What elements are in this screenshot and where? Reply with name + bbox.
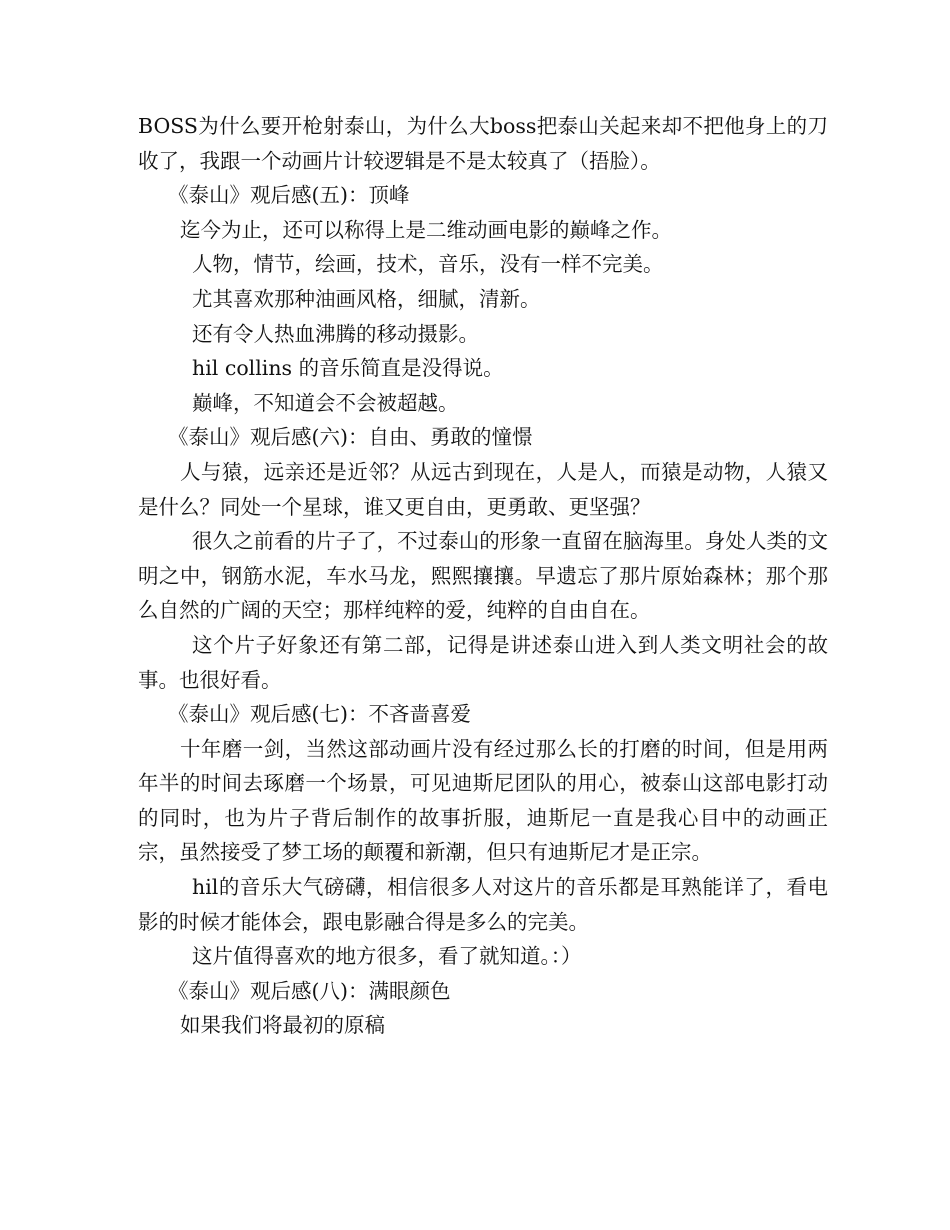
document-body [138, 109, 828, 1043]
paragraph-body: hil的音乐大气磅礴，相信很多人对这片的音乐都是耳熟能详了，看电影的时候才能体会，跟电影融合得是多么的完美。 [138, 875, 828, 934]
paragraph-body: 如果我们将最初的原稿 [180, 1013, 385, 1038]
paragraph-body: 巅峰，不知道会不会被超越。 [192, 390, 459, 415]
paragraph-body: 人与猿，远亲还是近邻？从远古到现在，人是人，而猿是动物，人猿又是什么？同处一个星球，谁又更自由，更勇敢、更坚强？ [138, 459, 828, 519]
section-heading: 《泰山》观后感(七)：不吝啬喜爱 [168, 702, 471, 727]
paragraph-body: 还有令人热血沸腾的移动摄影。 [192, 321, 479, 346]
paragraph-body: 尤其喜欢那种油画风格，细腻，清新。 [192, 286, 541, 311]
paragraph-body: 这片值得喜欢的地方很多，看了就知道。：） [192, 944, 582, 969]
paragraph-body: 这个片子好象还有第二部，记得是讲述泰山进入到人类文明社会的故事。也很好看。 [138, 632, 828, 692]
paragraph-body: 迄今为止，还可以称得上是二维动画电影的巅峰之作。 [180, 217, 672, 242]
paragraph-body: BOSS为什么要开枪射泰山，为什么大boss把泰山关起来却不把他身上的刀收了，我跟一个动画片计较逻辑是不是太较真了（捂脸）。 [138, 114, 828, 173]
section-heading: 《泰山》观后感(六)：自由、勇敢的憧憬 [168, 425, 533, 450]
section-heading: 《泰山》观后感(五)：顶峰 [168, 183, 410, 208]
paragraph-body: 很久之前看的片子了，不过泰山的形象一直留在脑海里。身处人类的文明之中，钢筋水泥，车水马龙，熙熙攘攘。早遗忘了那片原始森林；那个那么自然的广阔的天空；那样纯粹的爱，纯粹的自由自在。 [138, 529, 828, 623]
paragraph-body: hil collins 的音乐简直是没得说。 [192, 356, 504, 381]
paragraph-body: 十年磨一剑，当然这部动画片没有经过那么长的打磨的时间，但是用两年半的时间去琢磨一个场景，可见迪斯尼团队的用心，被泰山这部电影打动的同时，也为片子背后制作的故事折服，迪斯尼一直是我心目中的动画正宗，虽然接受了梦工场的颠覆和新潮，但只有迪斯尼才是正宗。 [138, 736, 828, 865]
section-heading: 《泰山》观后感(八)：满眼颜色 [168, 978, 451, 1003]
paragraph-body: 人物，情节，绘画，技术，音乐，没有一样不完美。 [192, 252, 664, 277]
